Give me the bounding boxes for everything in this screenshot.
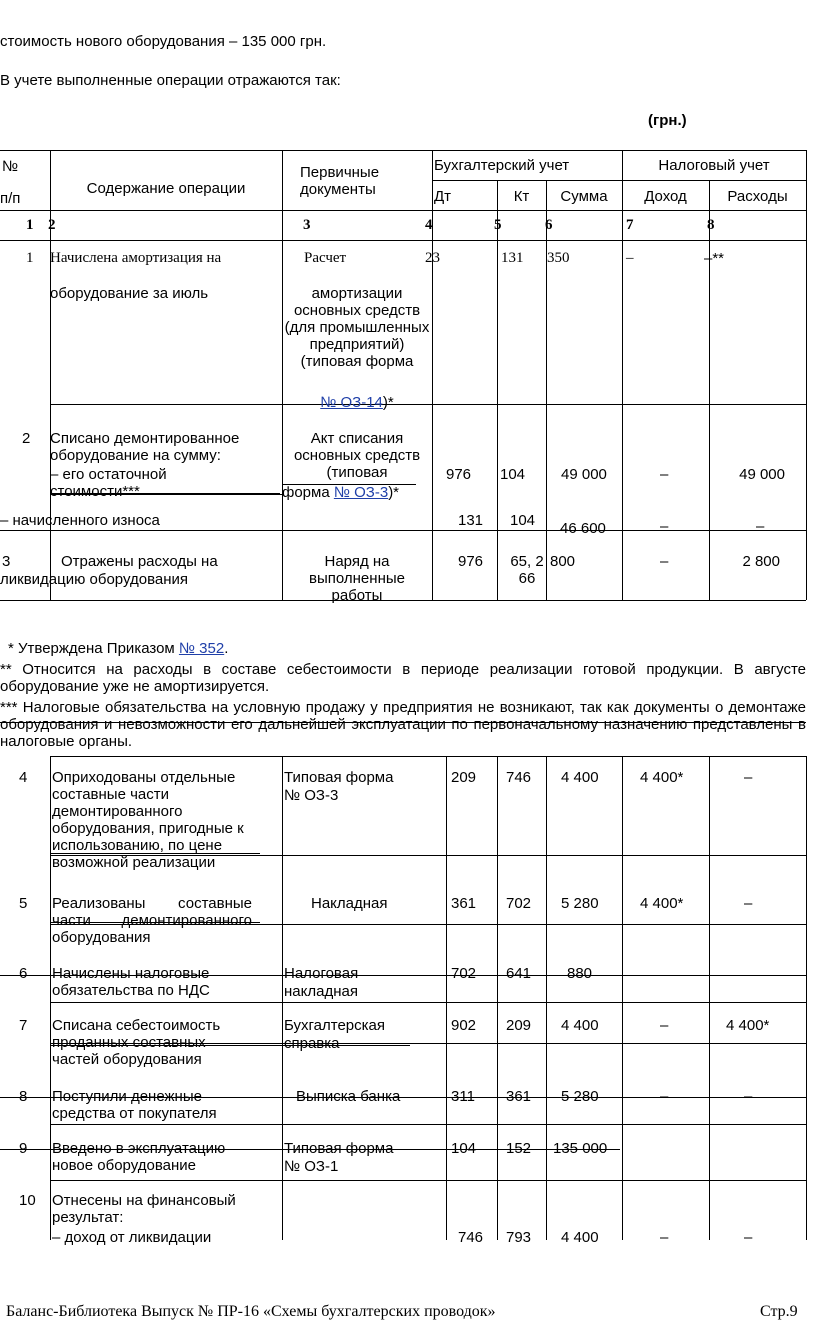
row-5-sum: 5 280 bbox=[561, 895, 599, 912]
row-1-num: 1 bbox=[26, 250, 34, 266]
header-expenses: Расходы bbox=[727, 188, 788, 205]
row-8-expenses: – bbox=[744, 1088, 753, 1105]
row-7-sum: 4 400 bbox=[561, 1017, 599, 1034]
col-num-4: 4 bbox=[425, 217, 433, 233]
header-dt: Дт bbox=[434, 188, 452, 205]
row-10-content-b: – доход от ликвидации bbox=[52, 1229, 212, 1246]
row-2-doc-b-wrap bbox=[282, 484, 399, 501]
row-2-doc-a: Акт списания основных средств (типовая bbox=[293, 430, 421, 481]
row-8-income: – bbox=[660, 1088, 669, 1105]
row-2b-kt: 104 bbox=[510, 512, 536, 529]
header-sum: Сумма bbox=[560, 188, 608, 205]
footnote-1-tail: . bbox=[224, 640, 229, 657]
row-1-income: – bbox=[626, 250, 634, 266]
row-5-content: Реализованы составные части демонтированного оборудования bbox=[52, 895, 252, 946]
row-6-num: 6 bbox=[19, 965, 28, 982]
header-content: Содержание операции bbox=[86, 180, 246, 197]
row-2-kt: 104 bbox=[500, 466, 526, 483]
col-num-2: 2 bbox=[48, 217, 56, 233]
row-7-dt: 902 bbox=[451, 1017, 477, 1034]
header-kt: Кт bbox=[513, 188, 530, 205]
header-income: Доход bbox=[644, 188, 687, 205]
row-3-sum: 800 bbox=[550, 553, 576, 570]
row-8-content: Поступили денежные средства от покупателя bbox=[52, 1088, 217, 1122]
row-5-income: 4 400* bbox=[640, 895, 684, 912]
row-5-dt: 361 bbox=[451, 895, 477, 912]
footer-page-number: Стр.9 bbox=[760, 1303, 798, 1320]
row-4-num: 4 bbox=[19, 769, 28, 786]
row-7-kt: 209 bbox=[506, 1017, 532, 1034]
row-1-doc-a: Расчет bbox=[304, 250, 347, 266]
row-4-income: 4 400* bbox=[640, 769, 684, 786]
footnote-2: ** Относится на расходы в составе себестоимости в периоде реализации готовой продукции. В августе оборудование уже не амортизируется. bbox=[0, 661, 806, 695]
row-2-content: Списано демонтированное оборудование на сумму: bbox=[50, 430, 240, 464]
row-2-income: – bbox=[660, 466, 669, 483]
row-2-dt: 976 bbox=[446, 466, 472, 483]
row-4-doc-a: Типовая форма bbox=[284, 769, 394, 786]
row-1-doc-link[interactable]: № ОЗ-14 bbox=[320, 394, 383, 411]
row-9-doc-a: Типовая форма bbox=[284, 1140, 394, 1157]
row-10-content: Отнесены на финансовый результат: bbox=[52, 1192, 236, 1226]
row-10-dt: 746 bbox=[458, 1229, 484, 1246]
row-1-doc-b: амортизации основных средств (для промышленных предприятий) (типовая форма bbox=[284, 285, 430, 370]
row-7-doc-a: Бухгалтерская bbox=[284, 1017, 385, 1034]
row-10-sum: 4 400 bbox=[561, 1229, 599, 1246]
row-8-sum: 5 280 bbox=[561, 1088, 599, 1105]
row-8-doc: Выписка банка bbox=[296, 1088, 401, 1105]
header-docs: Первичные документы bbox=[300, 164, 380, 198]
col-num-3: 3 bbox=[303, 217, 311, 233]
row-9-sum: 135 000 bbox=[553, 1140, 608, 1157]
row-8-kt: 361 bbox=[506, 1088, 532, 1105]
row-6-sum: 880 bbox=[567, 965, 593, 982]
row-2-doc-b: форма bbox=[282, 484, 334, 501]
row-7-content: Списана себестоимость проданных составных частей оборудования bbox=[52, 1017, 221, 1068]
row-2-sum: 49 000 bbox=[561, 466, 607, 483]
row-6-dt: 702 bbox=[451, 965, 477, 982]
row-6-content: Начислены налоговые обязательства по НДС bbox=[52, 965, 210, 999]
row-3-dt: 976 bbox=[458, 553, 484, 570]
footnote-1 bbox=[8, 640, 228, 657]
header-num-bottom: п/п bbox=[0, 190, 21, 207]
row-3-kt: 65, 2 66 bbox=[510, 553, 544, 587]
row-3-content-a: Отражены расходы на bbox=[61, 553, 218, 570]
row-6-doc-b: накладная bbox=[284, 983, 358, 1000]
row-2b-income: – bbox=[660, 518, 669, 535]
row-1-sum: 350 bbox=[547, 250, 570, 266]
row-5-expenses: – bbox=[744, 895, 753, 912]
row-7-income: – bbox=[660, 1017, 669, 1034]
row-6-kt: 641 bbox=[506, 965, 532, 982]
footer-title: Баланс-Библиотека Выпуск № ПР-16 «Схемы бухгалтерских проводок» bbox=[6, 1303, 496, 1320]
col-num-5: 5 bbox=[494, 217, 502, 233]
row-1-content-b: оборудование за июль bbox=[50, 285, 209, 302]
footnote-1-link[interactable]: № 352 bbox=[178, 640, 225, 657]
row-10-num: 10 bbox=[19, 1192, 36, 1209]
col-num-7: 7 bbox=[626, 217, 634, 233]
row-5-kt: 702 bbox=[506, 895, 532, 912]
footnote-3: *** Налоговые обязательства на условную продажу у предприятия не возникают, так как документы о демонтаже оборудования и невозможности его дальнейшей эксплуатации по первоначальному назначению представлены в налоговые органы. bbox=[0, 699, 806, 750]
row-2-doc-tail: )* bbox=[388, 484, 400, 501]
row-10-expenses: – bbox=[744, 1229, 753, 1246]
row-4-content: Оприходованы отдельные составные части демонтированного оборудования, пригодные к использованию, по цене возможной реализации bbox=[52, 769, 244, 871]
row-9-num: 9 bbox=[19, 1140, 28, 1157]
row-2b-sum: 46 600 bbox=[560, 520, 606, 537]
row-4-sum: 4 400 bbox=[561, 769, 599, 786]
row-9-content: Введено в эксплуатацию новое оборудование bbox=[52, 1140, 226, 1174]
row-1-dt: 23 bbox=[425, 250, 440, 266]
footnote-1-text: * Утверждена Приказом bbox=[8, 640, 179, 657]
row-2-content-b: – его остаточной стоимости*** bbox=[50, 466, 167, 500]
row-4-dt: 209 bbox=[451, 769, 477, 786]
row-2b-dt: 131 bbox=[458, 512, 484, 529]
row-2-doc-link[interactable]: № ОЗ-3 bbox=[333, 484, 389, 501]
row-7-expenses: 4 400* bbox=[726, 1017, 770, 1034]
row-2-expenses: 49 000 bbox=[739, 466, 785, 483]
unit-label: (грн.) bbox=[648, 112, 687, 129]
row-8-num: 8 bbox=[19, 1088, 28, 1105]
row-4-doc-b: № ОЗ-3 bbox=[284, 787, 339, 804]
row-3-doc: Наряд на выполненные работы bbox=[309, 553, 405, 604]
row-4-expenses: – bbox=[744, 769, 753, 786]
row-10-kt: 793 bbox=[506, 1229, 532, 1246]
row-9-doc-b: № ОЗ-1 bbox=[284, 1158, 339, 1175]
row-5-doc: Накладная bbox=[311, 895, 388, 912]
row-6-doc-a: Налоговая bbox=[284, 965, 359, 982]
row-1-expenses: –** bbox=[704, 250, 725, 267]
col-num-8: 8 bbox=[707, 217, 715, 233]
row-2b-expenses: – bbox=[756, 518, 765, 535]
row-3-content-b: ликвидацию оборудования bbox=[0, 571, 188, 588]
row-1-kt: 131 bbox=[501, 250, 524, 266]
row-1-doc-tail: )* bbox=[382, 394, 394, 411]
intro-line-2: В учете выполненные операции отражаются так: bbox=[0, 72, 341, 89]
row-9-kt: 152 bbox=[506, 1140, 532, 1157]
row-7-num: 7 bbox=[19, 1017, 28, 1034]
row-8-dt: 311 bbox=[451, 1088, 475, 1105]
header-tax: Налоговый учет bbox=[658, 157, 770, 174]
row-4-kt: 746 bbox=[506, 769, 532, 786]
row-1-doc-link-wrap bbox=[284, 394, 430, 411]
row-9-dt: 104 bbox=[451, 1140, 477, 1157]
row-3-income: – bbox=[660, 553, 669, 570]
col-num-1: 1 bbox=[26, 217, 34, 233]
row-2b-content: – начисленного износа bbox=[0, 512, 160, 529]
row-5-num: 5 bbox=[19, 895, 28, 912]
row-3-expenses: 2 800 bbox=[742, 553, 780, 570]
row-7-doc-b: справка bbox=[284, 1035, 340, 1052]
row-1-content-a: Начислена амортизация на bbox=[50, 250, 222, 266]
intro-line-1: стоимость нового оборудования – 135 000 грн. bbox=[0, 33, 327, 50]
header-accounting: Бухгалтерский учет bbox=[434, 157, 570, 174]
col-num-6: 6 bbox=[545, 217, 553, 233]
row-2-num: 2 bbox=[22, 430, 31, 447]
row-10-income: – bbox=[660, 1229, 669, 1246]
header-num-top: № bbox=[2, 158, 19, 175]
row-3-num: 3 bbox=[2, 553, 11, 570]
